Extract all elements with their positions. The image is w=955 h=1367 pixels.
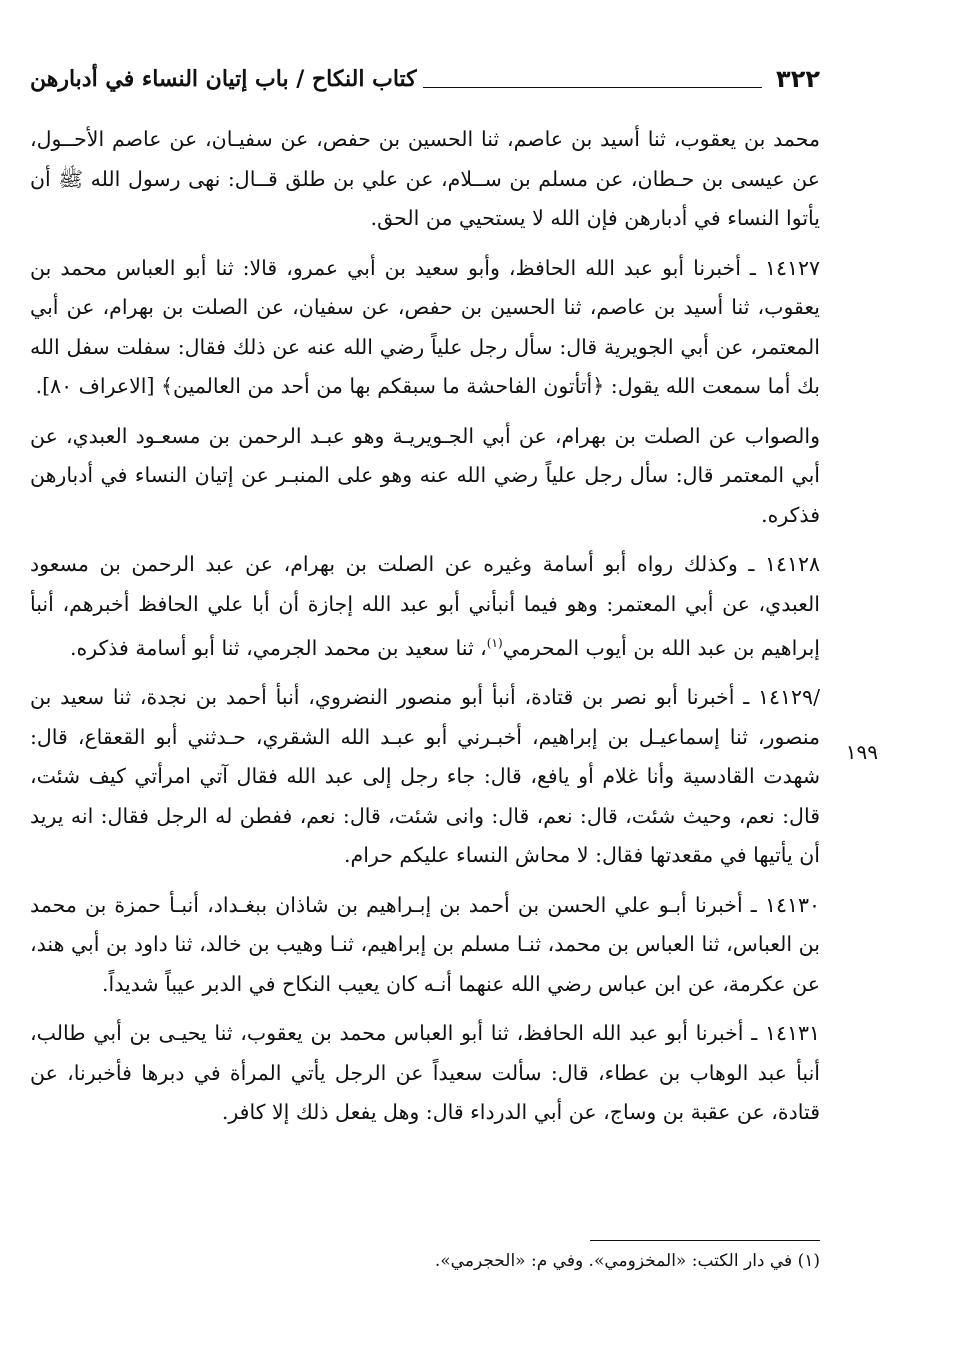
running-title: كتاب النكاح / باب إتيان النساء في أدبارهن	[30, 66, 417, 92]
paragraph-14127: ١٤١٢٧ ـ أخبرنا أبو عبد الله الحافظ، وأبو سعيد بن أبي عمرو، قالا: ثنا أبو العباس محمد بن يعقوب، ثنا أسيد بن عاصم، ثنا الحسين بن حفص، عن سفيان، عن الصلت بن بهرام، عن أبي المعتمر، عن أبي الجويرية قال: سأل رجل علياً رضي الله عنه عن ذلك فقال: سفلت سفل الله بك أما سمعت الله يقول: ﴿أتأتون الفاحشة ما سبقكم بها من أحد من العالمين﴾ [الاعراف ٨٠].	[30, 255, 820, 398]
header-rule	[423, 87, 762, 88]
footnote-divider	[590, 1240, 820, 1241]
footnote-marker: (١)	[486, 636, 503, 650]
margin-page-reference: ١٩٩	[845, 740, 878, 764]
paragraph-14130: ١٤١٣٠ ـ أخبرنا أبـو علي الحسن بن أحمد بن إبـراهيم بن شاذان ببغـداد، أنبـأ حمزة بن محمد بن العباس، ثنا العباس بن محمد، ثنـا مسلم بن إبراهيم، ثنـا وهيب بن خالد، ثنا داود بن أبي هند، عن عكرمة، عن ابن عباس رضي الله عنهما أنـه كان يعيب النكاح في الدبر عيباً شديداً.	[30, 892, 820, 996]
paragraph-14128-tail: ، ثنا سعيد بن محمد الجرمي، ثنا أبو أسامة فذكره.	[69, 635, 487, 660]
paragraph: محمد بن يعقوب، ثنا أسيد بن عاصم، ثنا الحسين بن حفص، عن سفيـان، عن عاصم الأحــول، عن عيسى بن حـطان، عن مسلم بن ســلام، عن علي بن طلق قــال: نهى رسول الله ﷺ أن يأتوا النساء في أدبارهن فإن الله لا يستحيي من الحق.	[30, 127, 820, 230]
page-number: ٣٢٢	[776, 65, 820, 93]
running-header	[30, 62, 820, 96]
paragraph-14128	[30, 545, 820, 668]
paragraph-14131: ١٤١٣١ ـ أخبرنا أبو عبد الله الحافظ، ثنا أبو العباس محمد بن يعقوب، ثنا يحيـى بن أبي طالب، أنبأ عبد الوهاب بن عطاء، قال: سألت سعيداً عن الرجل يأتي المرأة في دبرها فأخبرنا، عن قتادة، عن عقبة بن وساج، عن أبي الدرداء قال: وهل يفعل ذلك إلا كافر.	[30, 1021, 820, 1125]
paragraph-correction: والصواب عن الصلت بن بهرام، عن أبي الجـويريـة وهو عبـد الرحمن بن مسعـود العبدي، عن أبي المعتمر قال: سأل رجل علياً رضي الله عنه وهو على المنبـر عن إتيان النساء في أدبارهن فذكره.	[30, 423, 820, 527]
paragraph-14128-text: ١٤١٢٨ ـ وكذلك رواه أبو أسامة وغيره عن الصلت بن بهرام، عن عبد الرحمن بن مسعود العبدي، عن أبي المعتمر: وهو فيما أنبأني أبو عبد الله إجازة أن أبا علي الحافظ أخبرهم، أنبأ إبراهيم بن عبد الله بن أيوب المحرمي	[30, 552, 820, 660]
paragraph-14129: /١٤١٢٩ ـ أخبرنا أبو نصر بن قتادة، أنبأ أبو منصور النضروي، أنبأ أحمد بن نجدة، ثنا سعيد بن منصور، ثنا إسماعيـل بن إبراهيم، أخبـرني أبو عبـد الله الشقري، حـدثني أبو القعقاع، قال: شهدت القادسية وأنا غلام أو يافع، قال: جاء رجل إلى عبد الله فقال آتي امرأتي كيف شئت، قال: نعم، وحيث شئت، قال: نعم، قال: وانى شئت، قال: نعم، ففطن له الرجل فقال: انه يريد أن يأتيها في مقعدتها فقال: لا محاش النساء عليكم حرام.	[30, 685, 820, 868]
main-text	[30, 120, 820, 1143]
footnote: (١) في دار الكتب: «المخزومي». وفي م: «الحجرمي».	[434, 1251, 820, 1271]
